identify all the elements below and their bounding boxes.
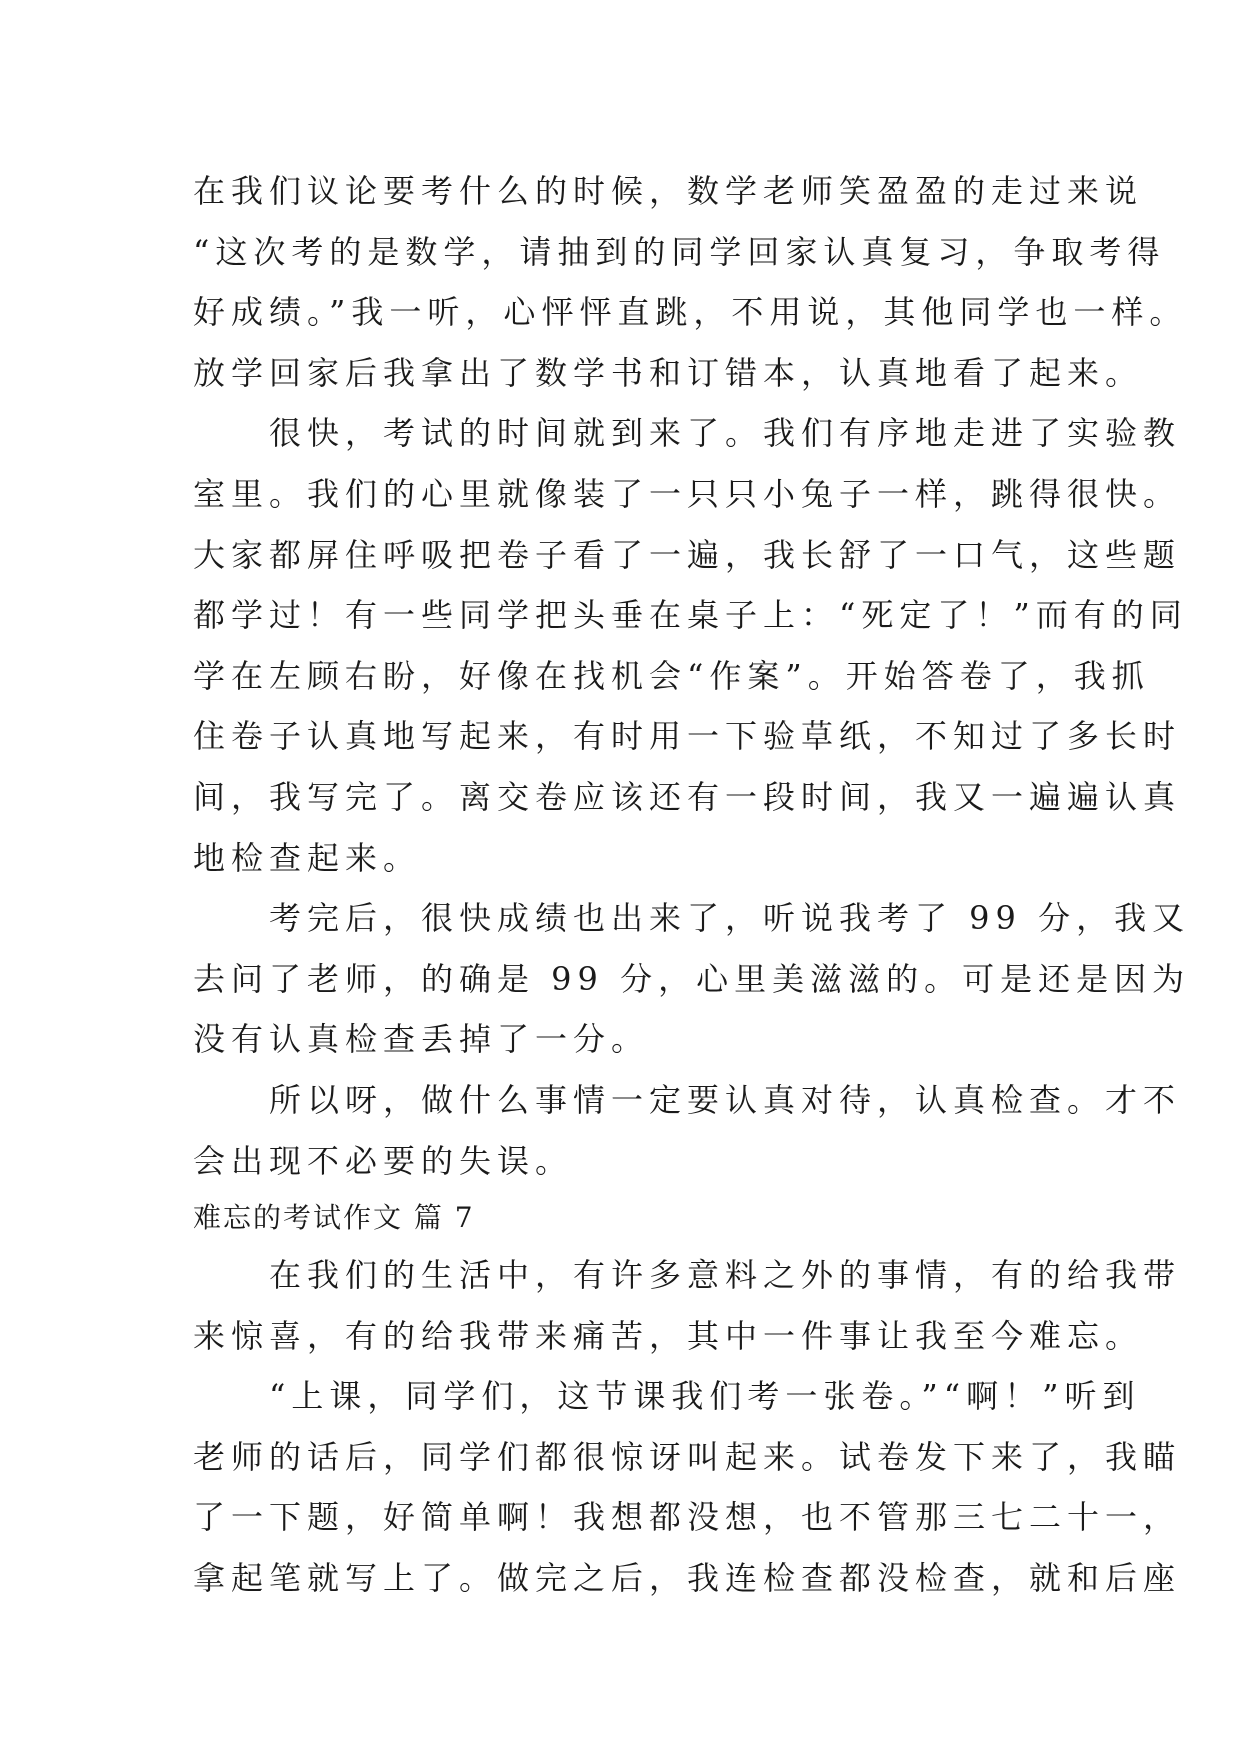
paragraph-line: 放学回家后我拿出了数学书和订错本，认真地看了起来。 xyxy=(193,353,1144,392)
paragraph-line: 拿起笔就写上了。做完之后，我连检查都没检查，就和后座 xyxy=(193,1559,1182,1598)
paragraph-line: 没有认真检查丢掉了一分。 xyxy=(193,1020,650,1059)
paragraph-line: 在我们的生活中，有许多意料之外的事情，有的给我带 xyxy=(193,1256,1182,1295)
paragraph-line: 考完后，很快成绩也出来了，听说我考了 99 分，我又 xyxy=(193,899,1191,938)
essay-body xyxy=(193,161,1191,1609)
paragraph-line: 所以呀，做什么事情一定要认真对待，认真检查。才不 xyxy=(193,1080,1182,1119)
paragraph-line: 在我们议论要考什么的时候，数学老师笑盈盈的走过来说 xyxy=(193,172,1144,210)
paragraph-line: 去问了老师，的确是 99 分，心里美滋滋的。可是还是因为 xyxy=(193,959,1191,998)
paragraph-line: 很快，考试的时间就到来了。我们有序地走进了实验教 xyxy=(193,414,1182,453)
paragraph-line: 室里。我们的心里就像装了一只只小兔子一样，跳得很快。 xyxy=(193,474,1182,513)
paragraph-line: 大家都屏住呼吸把卷子看了一遍，我长舒了一口气，这些题 xyxy=(193,535,1182,574)
paragraph-line: 间，我写完了。离交卷应该还有一段时间，我又一遍遍认真 xyxy=(193,777,1182,816)
paragraph-line: 来惊喜，有的给我带来痛苦，其中一件事让我至今难忘。 xyxy=(193,1316,1144,1355)
section-heading: 难忘的考试作文 篇 7 xyxy=(193,1201,475,1235)
paragraph-line: 住卷子认真地写起来，有时用一下验草纸，不知过了多长时 xyxy=(193,717,1182,756)
paragraph-line: 都学过！有一些同学把头垂在桌子上：“死定了！”而有的同 xyxy=(193,596,1188,635)
paragraph-line: 老师的话后，同学们都很惊讶叫起来。试卷发下来了，我瞄 xyxy=(193,1437,1182,1476)
paragraph-line: 了一下题，好简单啊！我想都没想，也不管那三七二十一， xyxy=(193,1498,1182,1537)
paragraph-line: “上课，同学们，这节课我们考一张卷。”“啊！”听到 xyxy=(193,1377,1141,1416)
paragraph-line: 地检查起来。 xyxy=(193,838,422,877)
paragraph-line: 好成绩。”我一听，心怦怦直跳，不用说，其他同学也一样。 xyxy=(193,293,1188,332)
paragraph-line: 学在左顾右盼，好像在找机会“作案”。开始答卷了，我抓 xyxy=(193,656,1150,695)
paragraph-line: “这次考的是数学，请抽到的同学回家认真复习，争取考得 xyxy=(193,232,1166,271)
paragraph-line: 会出现不必要的失误。 xyxy=(193,1141,574,1180)
